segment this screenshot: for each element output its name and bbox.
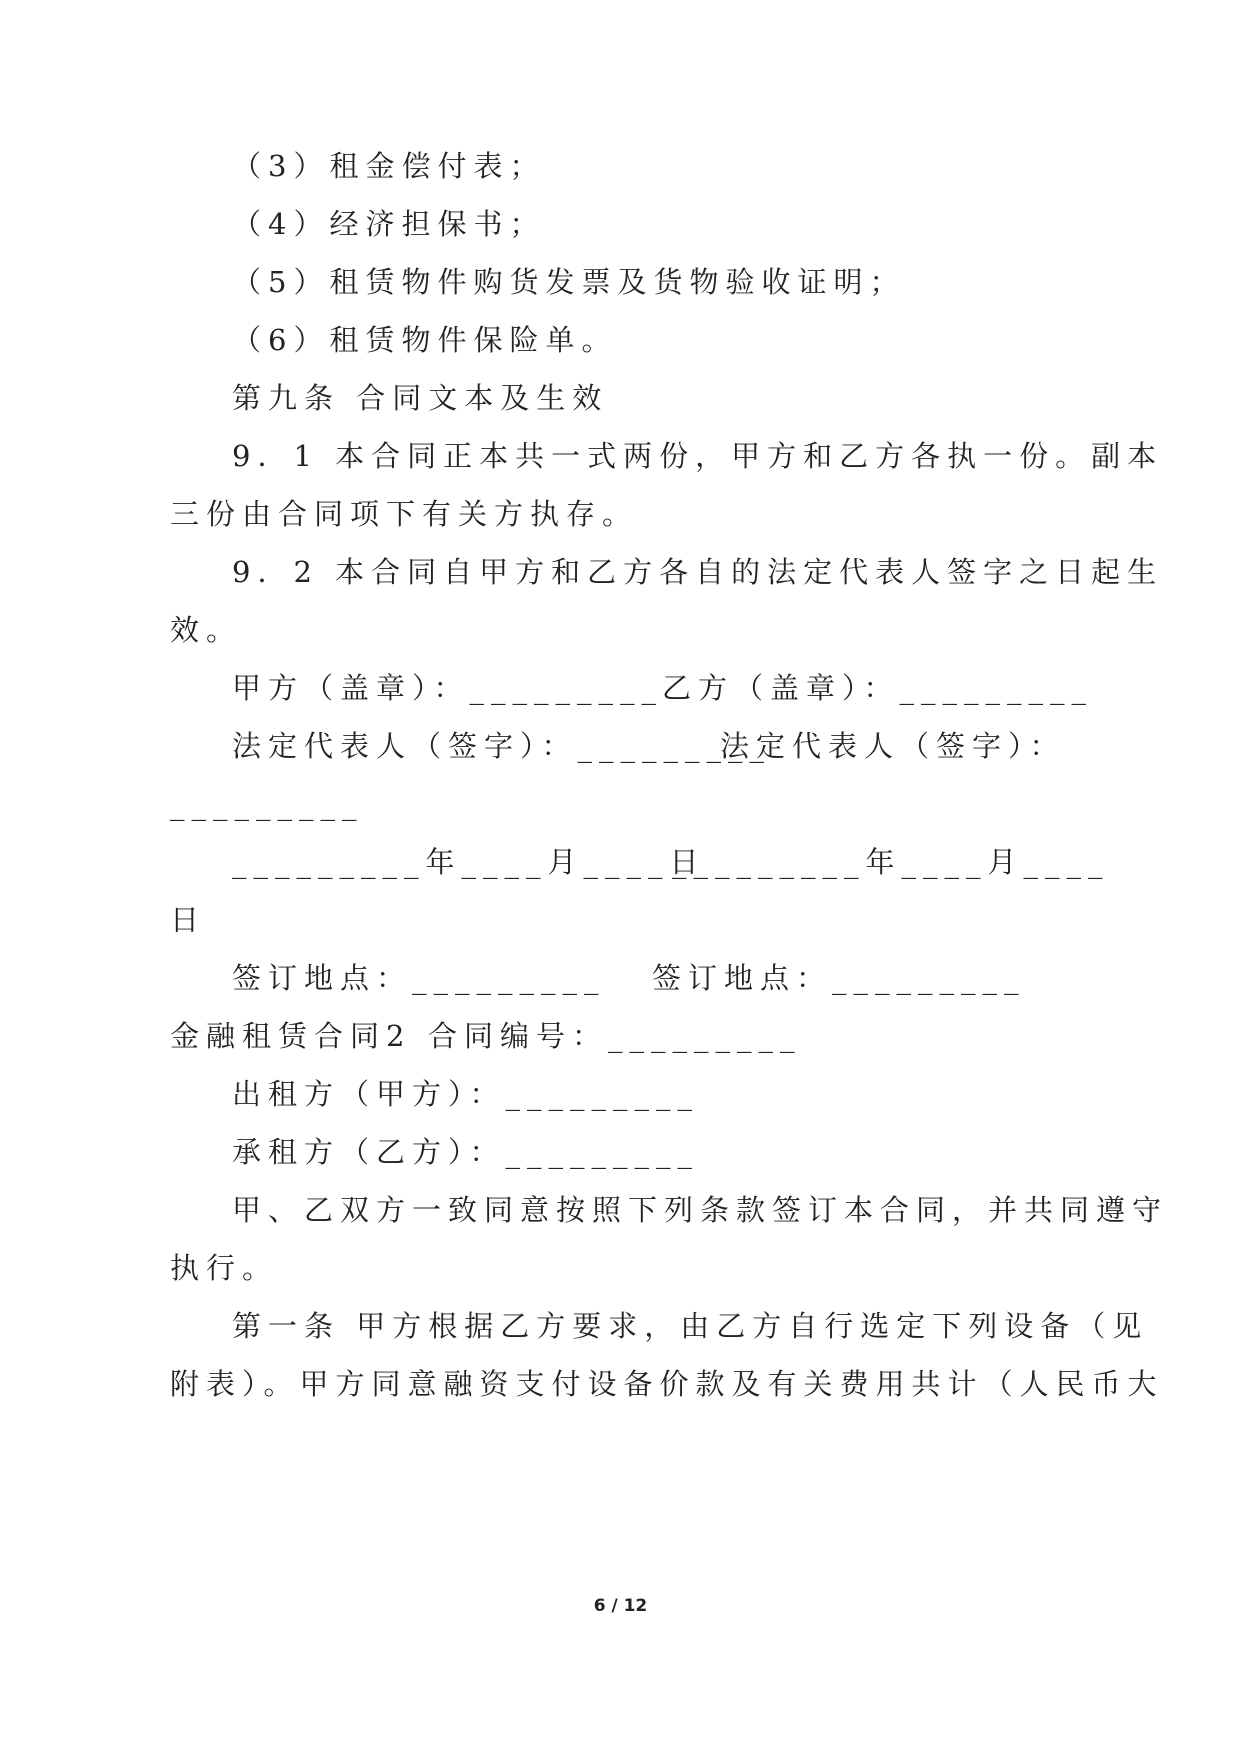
party-b-representative-blank: _________ xyxy=(170,787,364,821)
list-item: （5）租赁物件购货发票及货物验收证明； xyxy=(232,265,906,299)
paragraph-line: 9．2 本合同自甲方和乙方各自的法定代表人签字之日起生 xyxy=(232,555,1164,589)
section-heading: 第九条 合同文本及生效 xyxy=(232,381,609,415)
paragraph-line: 三份由合同项下有关方执存。 xyxy=(170,497,639,531)
party-a-date: _________年____月____日 xyxy=(232,845,706,879)
party-a-signing-place: 签订地点：_________ xyxy=(232,961,606,995)
party-b-signing-place: 签订地点：_________ xyxy=(652,961,1026,995)
party-b-date: _________年____月____ xyxy=(672,845,1110,879)
paragraph-line: 第一条 甲方根据乙方要求，由乙方自行选定下列设备（见 xyxy=(232,1309,1149,1343)
paragraph-line: 9．1 本合同正本共一式两份，甲方和乙方各执一份。副本 xyxy=(232,439,1164,473)
paragraph-line: 效。 xyxy=(170,613,243,647)
page-number: 6 / 12 xyxy=(593,1596,648,1616)
paragraph-line: 执行。 xyxy=(170,1251,279,1285)
list-item: （6）租赁物件保险单。 xyxy=(232,323,618,357)
party-a-seal: 甲方（盖章）：_________ xyxy=(232,671,664,705)
paragraph-line: 附表）。甲方同意融资支付设备价款及有关费用共计（人民币大 xyxy=(170,1367,1164,1401)
paragraph-line: 甲、乙双方一致同意按照下列条款签订本合同，并共同遵守 xyxy=(232,1193,1169,1227)
contract-title: 金融租赁合同2 xyxy=(170,1019,412,1053)
lessee: 承租方（乙方）：_________ xyxy=(232,1135,700,1169)
party-b-date-day: 日 xyxy=(170,903,207,937)
party-b-seal: 乙方（盖章）：_________ xyxy=(662,671,1094,705)
party-b-representative: 法定代表人（签字）： xyxy=(720,729,1066,763)
lessor: 出租方（甲方）：_________ xyxy=(232,1077,700,1111)
list-item: （3）租金偿付表； xyxy=(232,149,546,183)
party-a-representative: 法定代表人（签字）：_________ xyxy=(232,729,772,763)
list-item: （4）经济担保书； xyxy=(232,207,546,241)
contract-number: 合同编号：_________ xyxy=(428,1019,802,1053)
